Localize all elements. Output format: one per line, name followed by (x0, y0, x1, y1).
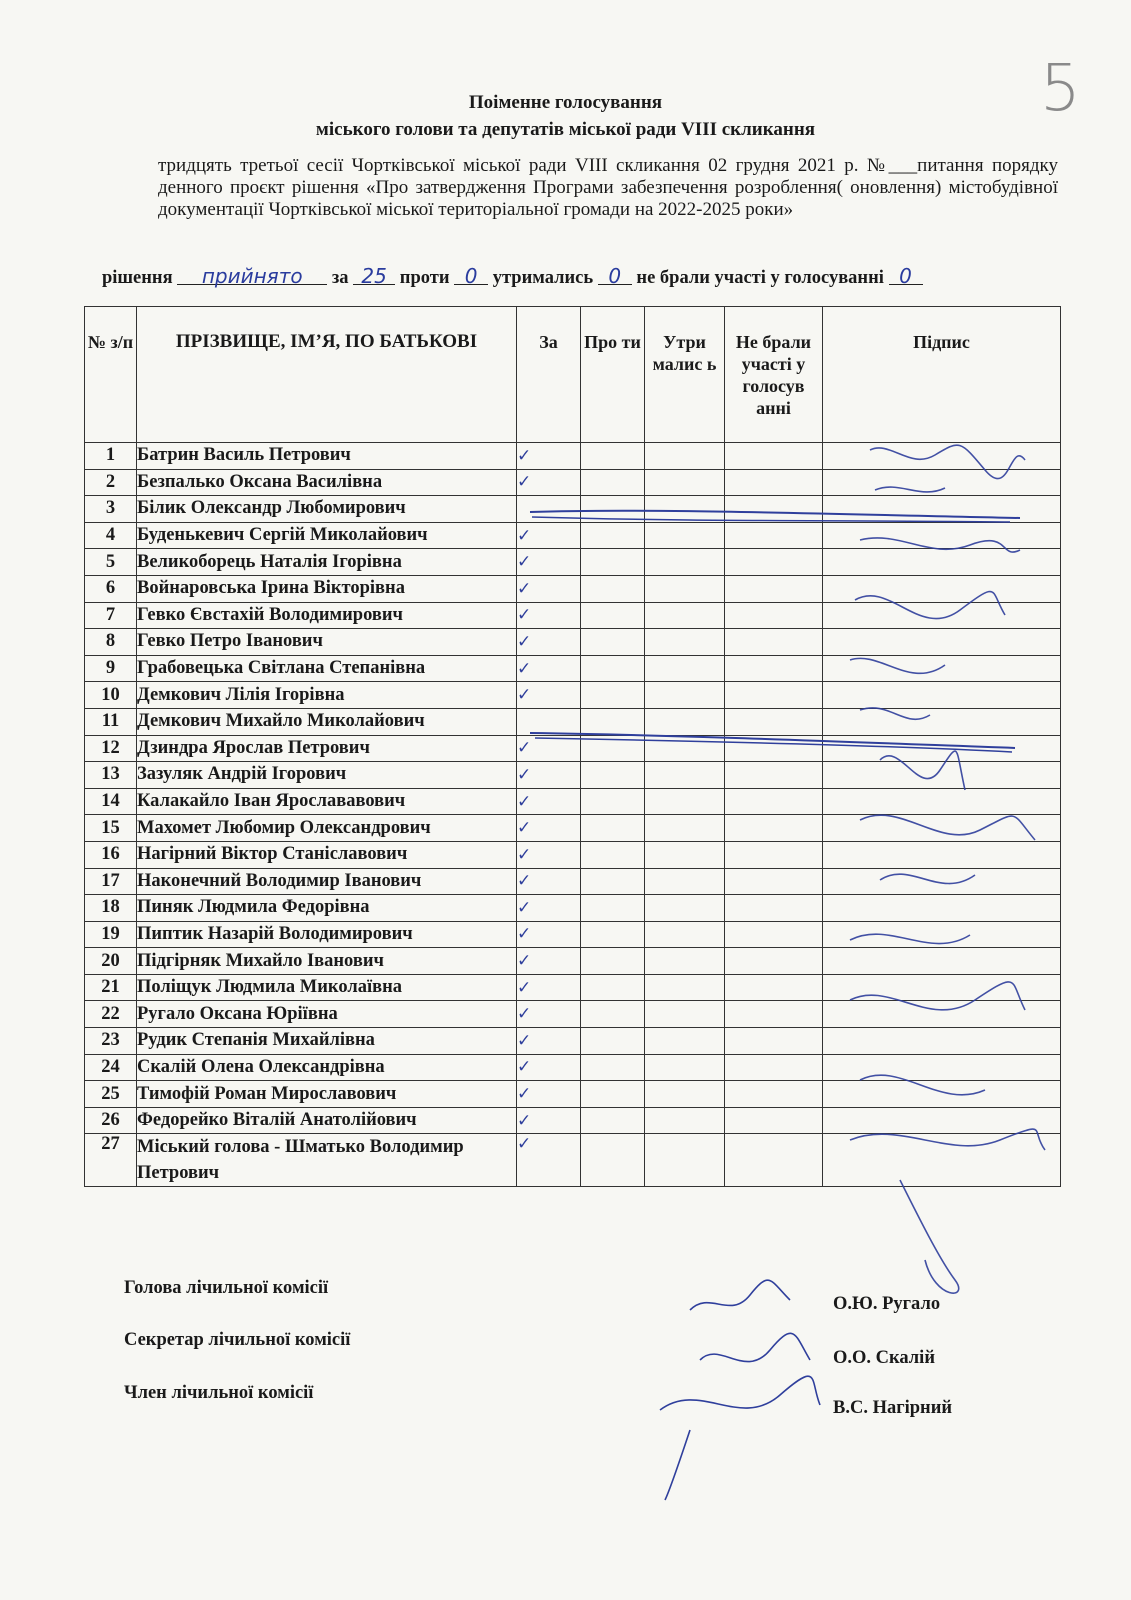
signature-cell (823, 682, 1061, 709)
col-header-signature: Підпис (823, 307, 1061, 443)
vote-not-participated-cell (725, 1081, 823, 1108)
table-header-row (85, 307, 1061, 443)
signature-cell (823, 443, 1061, 470)
table-row (85, 868, 1061, 895)
deputy-name: Пиптик Назарій Володимирович (137, 921, 517, 948)
vote-for-mark: ✓ (517, 1134, 581, 1187)
row-number: 15 (85, 815, 137, 842)
deputy-name: Тимофій Роман Мирославович (137, 1081, 517, 1108)
signature-cell (823, 629, 1061, 656)
table-row (85, 1107, 1061, 1134)
vote-against-cell (581, 735, 645, 762)
vote-against-cell (581, 1028, 645, 1055)
deputy-name: Дзиндра Ярослав Петрович (137, 735, 517, 762)
table-row (85, 443, 1061, 470)
row-number: 1 (85, 443, 137, 470)
deputy-name: Великоборець Наталія Ігорівна (137, 549, 517, 576)
vote-against-cell (581, 602, 645, 629)
deputy-name: Буденькевич Сергій Миколайович (137, 522, 517, 549)
vote-for-mark: ✓ (517, 1081, 581, 1108)
commission-chair-role: Голова лічильної комісії (124, 1278, 329, 1298)
vote-not-participated-cell (725, 1028, 823, 1055)
col-header-for: За (517, 307, 581, 443)
signature-cell (823, 1134, 1061, 1187)
deputy-name: Батрин Василь Петрович (137, 443, 517, 470)
vote-abstained-cell (645, 682, 725, 709)
vote-not-participated-cell (725, 841, 823, 868)
deputy-name: Гевко Петро Іванович (137, 629, 517, 656)
document-title-line-2: міського голови та депутатів міської ради VIII скликання (315, 119, 816, 140)
table-row (85, 1134, 1061, 1187)
vote-abstained-cell (645, 1001, 725, 1028)
for-label: за (331, 268, 349, 288)
table-row (85, 549, 1061, 576)
deputy-name: Демкович Лілія Ігорівна (137, 682, 517, 709)
signature-cell (823, 841, 1061, 868)
vote-for-mark: ✓ (517, 1054, 581, 1081)
vote-abstained-cell (645, 735, 725, 762)
roll-call-table (84, 306, 1061, 1187)
deputy-name: Ругало Оксана Юріївна (137, 1001, 517, 1028)
signature-cell (823, 868, 1061, 895)
vote-not-participated-cell (725, 815, 823, 842)
signature-cell (823, 895, 1061, 922)
vote-against-cell (581, 815, 645, 842)
vote-for-mark: ✓ (517, 602, 581, 629)
deputy-name: Пиняк Людмила Федорівна (137, 895, 517, 922)
deputy-name: Зазуляк Андрій Ігорович (137, 762, 517, 789)
vote-abstained-cell (645, 1107, 725, 1134)
for-count: 25 (353, 268, 395, 285)
vote-for-mark: ✓ (517, 788, 581, 815)
handwritten-page-number: 5 (1040, 52, 1081, 126)
row-number: 20 (85, 948, 137, 975)
signature-cell (823, 735, 1061, 762)
vote-not-participated-cell (725, 974, 823, 1001)
signature-cell (823, 948, 1061, 975)
vote-for-mark: ✓ (517, 974, 581, 1001)
table-row (85, 1001, 1061, 1028)
row-number: 3 (85, 496, 137, 523)
vote-not-participated-cell (725, 921, 823, 948)
vote-against-cell (581, 921, 645, 948)
vote-not-participated-cell (725, 1107, 823, 1134)
vote-not-participated-cell (725, 549, 823, 576)
table-row (85, 682, 1061, 709)
vote-abstained-cell (645, 974, 725, 1001)
vote-abstained-cell (645, 522, 725, 549)
row-number: 5 (85, 549, 137, 576)
vote-against-cell (581, 974, 645, 1001)
deputy-name: Рудик Степанія Михайлівна (137, 1028, 517, 1055)
vote-against-cell (581, 549, 645, 576)
deputy-name: Скалій Олена Олександрівна (137, 1054, 517, 1081)
vote-not-participated-cell (725, 575, 823, 602)
vote-abstained-cell (645, 496, 725, 523)
vote-not-participated-cell (725, 868, 823, 895)
row-number: 8 (85, 629, 137, 656)
signature-cell (823, 469, 1061, 496)
vote-abstained-cell (645, 921, 725, 948)
deputy-name: Федорейко Віталій Анатолійович (137, 1107, 517, 1134)
row-number: 18 (85, 895, 137, 922)
vote-for-mark: ✓ (517, 868, 581, 895)
vote-not-participated-cell (725, 522, 823, 549)
table-row (85, 1054, 1061, 1081)
vote-abstained-cell (645, 1081, 725, 1108)
deputy-name: Міський голова - Шматько Володимир Петрович (137, 1134, 517, 1187)
row-number: 26 (85, 1107, 137, 1134)
deputy-name: Наконечний Володимир Іванович (137, 868, 517, 895)
vote-for-mark: ✓ (517, 1001, 581, 1028)
vote-not-participated-cell (725, 948, 823, 975)
row-number: 7 (85, 602, 137, 629)
vote-abstained-cell (645, 868, 725, 895)
signature-cell (823, 1081, 1061, 1108)
vote-not-participated-cell (725, 602, 823, 629)
vote-for-mark: ✓ (517, 575, 581, 602)
vote-abstained-cell (645, 549, 725, 576)
vote-abstained-cell (645, 575, 725, 602)
vote-against-cell (581, 1107, 645, 1134)
signature-cell (823, 1028, 1061, 1055)
deputy-name: Демкович Михайло Миколайович (137, 708, 517, 735)
agenda-item-description (158, 133, 1058, 221)
table-row (85, 629, 1061, 656)
vote-not-participated-cell (725, 655, 823, 682)
vote-against-cell (581, 469, 645, 496)
vote-abstained-cell (645, 948, 725, 975)
col-header-name: ПРІЗВИЩЕ, ІМ’Я, ПО БАТЬКОВІ (137, 307, 517, 443)
table-row (85, 815, 1061, 842)
against-label: проти (399, 268, 450, 288)
table-row (85, 974, 1061, 1001)
vote-for-mark: ✓ (517, 735, 581, 762)
vote-for-mark: ✓ (517, 469, 581, 496)
vote-not-participated-cell (725, 1001, 823, 1028)
vote-abstained-cell (645, 895, 725, 922)
vote-against-cell (581, 655, 645, 682)
not-participated-count: 0 (889, 268, 923, 285)
table-row (85, 762, 1061, 789)
vote-for-mark: ✓ (517, 629, 581, 656)
abstained-count: 0 (598, 268, 632, 285)
vote-for-mark: ✓ (517, 1028, 581, 1055)
signature-cell (823, 1054, 1061, 1081)
signature-cell (823, 549, 1061, 576)
signature-cell (823, 788, 1061, 815)
signature-cell (823, 655, 1061, 682)
vote-not-participated-cell (725, 708, 823, 735)
vote-for-mark: ✓ (517, 443, 581, 470)
vote-abstained-cell (645, 708, 725, 735)
signature-cell (823, 921, 1061, 948)
vote-not-participated-cell (725, 788, 823, 815)
vote-not-participated-cell (725, 895, 823, 922)
vote-against-cell (581, 841, 645, 868)
row-number: 23 (85, 1028, 137, 1055)
vote-for-mark: ✓ (517, 948, 581, 975)
table-row (85, 1081, 1061, 1108)
deputy-name: Підгірняк Михайло Іванович (137, 948, 517, 975)
signature-cell (823, 602, 1061, 629)
row-number: 17 (85, 868, 137, 895)
signature-cell (823, 496, 1061, 523)
vote-for-mark (517, 708, 581, 735)
vote-for-mark: ✓ (517, 762, 581, 789)
vote-for-mark: ✓ (517, 815, 581, 842)
col-header-number: № з/п (85, 307, 137, 443)
signature-cell (823, 1107, 1061, 1134)
commission-member-role: Член лічильної комісії (124, 1383, 314, 1403)
vote-for-mark: ✓ (517, 921, 581, 948)
col-header-abstained: Утри малис ь (645, 307, 725, 443)
row-number: 10 (85, 682, 137, 709)
row-number: 9 (85, 655, 137, 682)
row-number: 27 (85, 1134, 137, 1187)
vote-abstained-cell (645, 1054, 725, 1081)
vote-not-participated-cell (725, 443, 823, 470)
vote-against-cell (581, 629, 645, 656)
deputy-name: Калакайло Іван Ярослававович (137, 788, 517, 815)
vote-abstained-cell (645, 762, 725, 789)
vote-against-cell (581, 762, 645, 789)
agenda-text: тридцять третьої сесії Чортківської міської ради VIII скликання 02 грудня 2021 р. №___питання порядку денного проєкт рішення «Про затвердження Програми забезпечення розроблення( оновлення) містобудівної документації Чортківської міської територіальної громади на 2022-2025 роки» (158, 155, 1058, 220)
vote-for-mark (517, 496, 581, 523)
table-row (85, 788, 1061, 815)
vote-not-participated-cell (725, 682, 823, 709)
deputy-name: Гевко Євстахій Володимирович (137, 602, 517, 629)
signature-cell (823, 1001, 1061, 1028)
vote-against-cell (581, 788, 645, 815)
vote-against-cell (581, 948, 645, 975)
vote-for-mark: ✓ (517, 1107, 581, 1134)
vote-against-cell (581, 682, 645, 709)
row-number: 24 (85, 1054, 137, 1081)
table-row (85, 921, 1061, 948)
vote-against-cell (581, 868, 645, 895)
row-number: 16 (85, 841, 137, 868)
vote-for-mark: ✓ (517, 895, 581, 922)
table-row (85, 522, 1061, 549)
table-row (85, 655, 1061, 682)
vote-not-participated-cell (725, 496, 823, 523)
vote-abstained-cell (645, 815, 725, 842)
table-row (85, 841, 1061, 868)
table-row (85, 496, 1061, 523)
vote-abstained-cell (645, 1028, 725, 1055)
vote-not-participated-cell (725, 762, 823, 789)
table-row (85, 735, 1061, 762)
vote-not-participated-cell (725, 629, 823, 656)
table-row (85, 469, 1061, 496)
vote-not-participated-cell (725, 735, 823, 762)
deputy-name: Безпалько Оксана Василівна (137, 469, 517, 496)
vote-not-participated-cell (725, 469, 823, 496)
deputy-name: Поліщук Людмила Миколаївна (137, 974, 517, 1001)
vote-for-mark: ✓ (517, 841, 581, 868)
decision-value: прийнято (177, 268, 327, 285)
decision-summary (102, 264, 1082, 289)
row-number: 11 (85, 708, 137, 735)
vote-against-cell (581, 895, 645, 922)
vote-for-mark: ✓ (517, 549, 581, 576)
vote-against-cell (581, 1081, 645, 1108)
row-number: 12 (85, 735, 137, 762)
table-body (85, 443, 1061, 1187)
not-participated-label: не брали участі у голосуванні (636, 268, 884, 288)
table-row (85, 708, 1061, 735)
row-number: 25 (85, 1081, 137, 1108)
vote-against-cell (581, 522, 645, 549)
abstained-label: утримались (492, 268, 594, 288)
row-number: 21 (85, 974, 137, 1001)
row-number: 14 (85, 788, 137, 815)
vote-abstained-cell (645, 788, 725, 815)
vote-abstained-cell (645, 655, 725, 682)
vote-abstained-cell (645, 841, 725, 868)
table-row (85, 895, 1061, 922)
col-header-against: Про ти (581, 307, 645, 443)
vote-against-cell (581, 1134, 645, 1187)
signature-cell (823, 815, 1061, 842)
commission-chair-name: О.Ю. Ругало (833, 1294, 941, 1314)
against-count: 0 (454, 268, 488, 285)
vote-against-cell (581, 575, 645, 602)
vote-not-participated-cell (725, 1134, 823, 1187)
table-row (85, 575, 1061, 602)
vote-against-cell (581, 708, 645, 735)
signature-cell (823, 762, 1061, 789)
signature-cell (823, 708, 1061, 735)
vote-for-mark: ✓ (517, 682, 581, 709)
vote-abstained-cell (645, 602, 725, 629)
decision-label: рішення (102, 268, 173, 288)
signature-cell (823, 974, 1061, 1001)
deputy-name: Махомет Любомир Олександрович (137, 815, 517, 842)
row-number: 6 (85, 575, 137, 602)
row-number: 4 (85, 522, 137, 549)
vote-not-participated-cell (725, 1054, 823, 1081)
table-row (85, 602, 1061, 629)
col-header-not-participated: Не брали участі у голосув анні (725, 307, 823, 443)
signature-cell (823, 522, 1061, 549)
row-number: 13 (85, 762, 137, 789)
row-number: 22 (85, 1001, 137, 1028)
vote-against-cell (581, 443, 645, 470)
vote-abstained-cell (645, 443, 725, 470)
commission-member-name: В.С. Нагірний (833, 1398, 953, 1418)
vote-against-cell (581, 1001, 645, 1028)
table-row (85, 948, 1061, 975)
row-number: 19 (85, 921, 137, 948)
commission-secretary-role: Секретар лічильної комісії (124, 1330, 351, 1350)
document-title: Поіменне голосування (468, 92, 663, 113)
vote-abstained-cell (645, 1134, 725, 1187)
deputy-name: Войнаровська Ірина Вікторівна (137, 575, 517, 602)
deputy-name: Грабовецька Світлана Степанівна (137, 655, 517, 682)
vote-for-mark: ✓ (517, 655, 581, 682)
vote-against-cell (581, 496, 645, 523)
vote-abstained-cell (645, 629, 725, 656)
deputy-name: Білик Олександр Любомирович (137, 496, 517, 523)
vote-against-cell (581, 1054, 645, 1081)
commission-secretary-name: О.О. Скалій (833, 1348, 935, 1368)
deputy-name: Нагірний Віктор Станіславович (137, 841, 517, 868)
signature-cell (823, 575, 1061, 602)
vote-for-mark: ✓ (517, 522, 581, 549)
table-row (85, 1028, 1061, 1055)
row-number: 2 (85, 469, 137, 496)
vote-abstained-cell (645, 469, 725, 496)
